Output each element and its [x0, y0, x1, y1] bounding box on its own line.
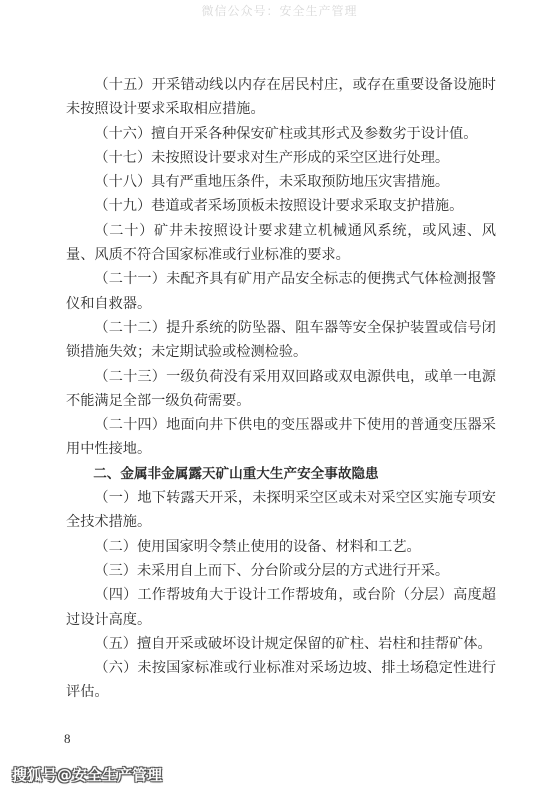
paragraph: （五）擅自开采或破坏设计规定保留的矿柱、岩柱和挂帮矿体。 [94, 635, 492, 652]
paragraph: （六）未按国家标准或行业标准对采场边坡、排土场稳定性进行评估。 [66, 660, 496, 701]
paragraph: （十五）开采错动线以内存在居民村庄，或存在重要设备设施时未按照设计要求采取相应措施。 [66, 77, 496, 118]
section-heading: 二、金属非金属露天矿山重大生产安全事故隐患 [93, 465, 379, 482]
paragraph: （十六）擅自开采各种保安矿柱或其形式及参数劣于设计值。 [94, 125, 478, 142]
paragraph: （二）使用国家明令禁止使用的设备、材料和工艺。 [94, 538, 421, 555]
paragraph: （十九）巷道或者采场顶板未按照设计要求采取支护措施。 [94, 198, 464, 215]
paragraph: （二十一）未配齐具有矿用产品安全标志的便携式气体检测报警仪和自救器。 [66, 271, 496, 312]
paragraph: （十七）未按照设计要求对生产形成的采空区进行处理。 [94, 149, 450, 166]
watermark-bottom: 搜狐号@安全生产管理 [12, 766, 163, 784]
paragraph: （四）工作帮坡角大于设计工作帮坡角，或台阶（分层）高度超过设计高度。 [66, 587, 496, 628]
paragraph: （二十四）地面向井下供电的变压器或井下使用的普通变压器采用中性接地。 [66, 417, 496, 458]
paragraph: （一）地下转露天开采，未探明采空区或未对采空区实施专项安全技术措施。 [66, 490, 496, 531]
paragraph: （十八）具有严重地压条件，未采取预防地压灾害措施。 [94, 174, 450, 191]
paragraph: （二十二）提升系统的防坠器、阻车器等安全保护装置或信号闭锁措施失效；未定期试验或检测检验。 [66, 319, 496, 361]
watermark-top: 微信公众号：安全生产管理 [201, 4, 358, 18]
paragraph: （二十）矿井未按照设计要求建立机械通风系统，或风速、风量、风质不符合国家标准或行业标准的要求。 [66, 222, 496, 264]
paragraph: （二十三）一级负荷没有采用双回路或双电源供电，或单一电源不能满足全部一级负荷需要。 [66, 368, 496, 409]
paragraph: （三）未采用自上而下、分台阶或分层的方式进行开采。 [94, 562, 450, 579]
page-number: 8 [64, 731, 71, 746]
document-body [66, 73, 496, 705]
